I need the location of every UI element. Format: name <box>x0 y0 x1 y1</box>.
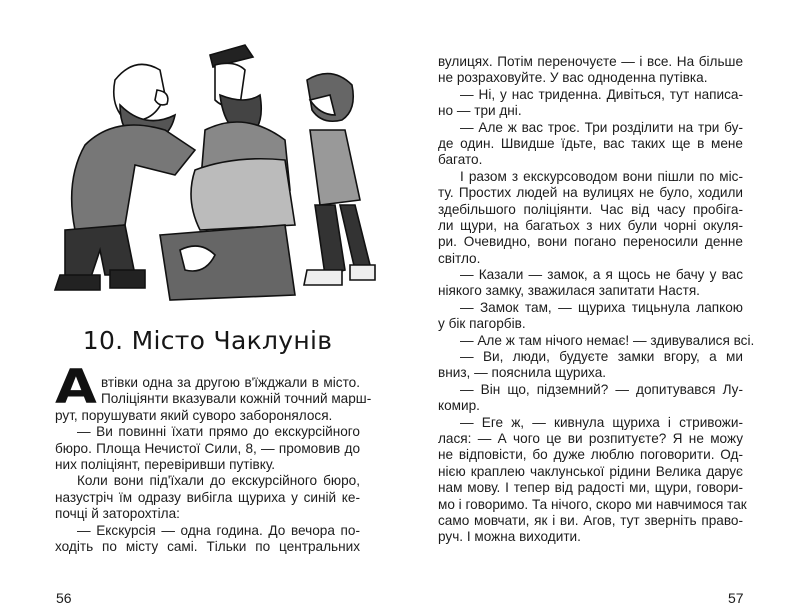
text-line: — Замок там, — щуриха тицьнула лапкою <box>460 299 743 315</box>
text-line: — Але ж там нічого немає! — здивувалися всі. <box>460 332 755 348</box>
text-line: — Ні, у нас триденна. Дивіться, тут написа- <box>460 86 743 102</box>
text-line: багато. <box>438 152 483 168</box>
text-line: Коли вони під'їхали до екскурсійного бюро, <box>77 473 360 489</box>
paragraph <box>55 473 360 522</box>
text-line: назустріч їм одразу вибігла щуриха у синій ке- <box>55 489 360 505</box>
paragraph <box>438 120 743 169</box>
text-line: ли щури, на багатьох з них були чорні окуля- <box>438 217 743 233</box>
text-line: ходіть по місту самі. Тільки по центральних <box>55 538 360 554</box>
paragraph <box>438 54 743 87</box>
text-line: вулицях. Потім переночуєте — і все. На більше <box>438 54 743 69</box>
text-line: — Ви, люди, будуєте замки вгору, а ми <box>460 349 743 365</box>
paragraph <box>438 414 747 546</box>
text-line: них поліціянт, перевіривши путівку. <box>55 456 276 472</box>
paragraph <box>55 424 360 473</box>
text-line: у бік пагорбів. <box>438 316 526 332</box>
chapter-title: 10. Місто Чаклунів <box>82 326 333 355</box>
text-line: втівки одна за другою в'їжджали в місто. <box>101 375 360 390</box>
paragraph <box>438 267 743 300</box>
paragraph <box>55 523 360 556</box>
text-line: комир. <box>438 398 480 414</box>
text-line: — Він що, підземний? — допитувався Лу- <box>460 381 743 397</box>
text-line: — Еге ж, — кивнула щуриха і стривожи- <box>460 414 743 430</box>
text-line: ту. Простих людей на вулицях не було, ходили <box>438 185 743 201</box>
boy-figure <box>304 74 375 285</box>
text-line: нією краплею чаклунської рідини Велика дарує <box>438 463 743 479</box>
page-number-right: 57 <box>728 590 744 606</box>
text-line: — Ви повинні їхати прямо до екскурсійного <box>77 424 360 440</box>
text-line: — Екскурсія — одна година. До вечора по- <box>77 522 360 538</box>
paragraph <box>438 87 743 120</box>
text-line: но — три дні. <box>438 103 522 119</box>
text-line: Поліціянти вказували кожній точний марш- <box>101 391 372 407</box>
drop-cap: А <box>55 360 97 415</box>
text-line: рут, порушувати який суворо заборонялося. <box>55 407 333 423</box>
text-line: почці й заторохтіла: <box>55 506 180 522</box>
text-line: руч. І можна виходити. <box>438 529 581 545</box>
text-line: — Казали — замок, а я щось не бачу у вас <box>460 267 743 283</box>
text-line: не відповісти, бо дуже люблю поговорити. Од- <box>438 447 743 463</box>
text-line: не розраховуйте. У вас одноденна путівка. <box>438 70 708 86</box>
text-line: здебільшого поліціянти. Час від часу пробіга- <box>438 201 743 217</box>
page-number-left: 56 <box>56 590 72 606</box>
illustration-characters-with-chest <box>45 20 377 310</box>
paragraph <box>438 332 755 349</box>
paragraph <box>438 300 743 333</box>
left-page-text <box>55 375 372 555</box>
paragraph <box>438 382 743 415</box>
text-line: лася: — А чого це ви розпитуєте? Я не можу <box>438 430 743 446</box>
text-line: бюро. Площа Нечистої Сили, 8, — промовив до <box>55 440 360 456</box>
right-page-text <box>438 54 755 546</box>
text-line: де один. Швидше їдьте, вас таких ще в мене <box>438 135 743 151</box>
text-line: ри. Очевидно, вони погано переносили денне <box>438 234 743 250</box>
text-line: ніякого замку, зважилася запитати Настя. <box>438 283 700 299</box>
paragraph <box>55 375 372 424</box>
text-line: мо і говоримо. Та нічого, скоро ми навчимося так <box>438 496 747 512</box>
text-line: нам мову. І тепер від радості ми, щури, говори- <box>438 480 743 496</box>
paragraph <box>438 169 743 267</box>
text-line: І разом з екскурсоводом вони пішли по міс- <box>460 168 743 184</box>
text-line: вниз, — пояснила щуриха. <box>438 365 607 381</box>
text-line: само мовчати, як і ви. Агов, тут зверніть право- <box>438 512 743 528</box>
text-line: світло. <box>438 250 481 266</box>
treasure-chest <box>160 159 295 300</box>
text-line: — Але ж вас троє. Три розділити на три бу- <box>460 119 743 135</box>
paragraph <box>438 349 743 382</box>
